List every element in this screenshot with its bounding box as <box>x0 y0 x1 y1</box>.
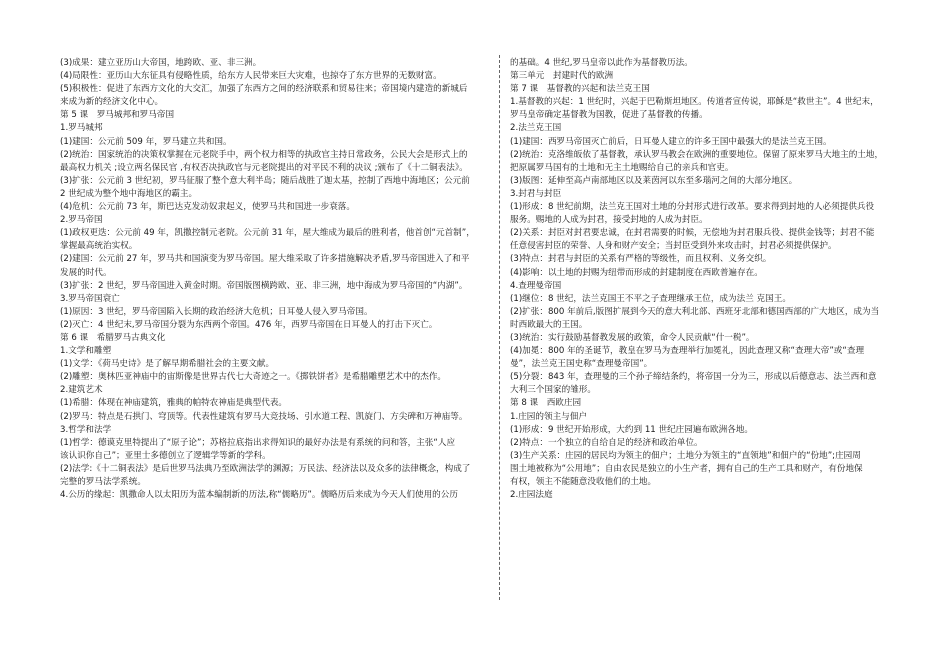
text-line: (2)统治：克洛维皈依了基督教，承认罗马教会在欧洲的重要地位。保留了原来罗马大地主的土地， <box>510 149 884 160</box>
text-line: (3)统治：实行鼓励基督教发展的政策，命令人民贡献“什一税”。 <box>510 332 755 343</box>
text-line: (3)扩张：2 世纪，罗马帝国进入黄金时期。帝国版图横跨欧、亚、非三洲，地中海成为罗马帝国的“内湖”。 <box>60 280 468 291</box>
text-line: 服务。赐地的人成为封君，接受封地的人成为封臣。 <box>510 215 708 226</box>
text-line: 把原属罗马国有的土地和无主土地赐给自己的亲兵和官吏。 <box>510 162 734 173</box>
text-line: (2)灭亡：4 世纪末,罗马帝国分裂为东西两个帝国。476 年，西罗马帝国在日耳曼人的打击下灭亡。 <box>60 319 438 330</box>
section-heading: 3.罗马帝国衰亡 <box>60 293 120 304</box>
text-line: (2)特点：一个独立的自给自足的经济和政治单位。 <box>510 437 703 448</box>
section-heading: 2.建筑艺术 <box>60 385 103 396</box>
text-line: 时西欧最大的王国。 <box>510 319 588 330</box>
text-line: 大利三个国家的雏形。 <box>510 385 596 396</box>
lesson-heading: 第 6 课 希腊罗马古典文化 <box>60 332 166 343</box>
text-line: 4.公历的缘起：凯撒命人以太阳历为蓝本编制新的历法,称“儒略历”。儒略历后来成为今天人们使用的公历 <box>60 490 458 501</box>
text-line: (4)影响：以土地的封赐为纽带而形成的封建制度在西欧普遍存在。 <box>510 267 763 278</box>
lesson-heading: 第 7 课 基督教的兴起和法兰克王国 <box>510 84 650 95</box>
text-line: (3)生产关系：庄园的居民均为领主的佃户；土地分为领主的“直领地”和佃户的“份地”;庄园周 <box>510 450 861 461</box>
text-line: (4)局限性：亚历山大东征具有侵略性质，给东方人民带来巨大灾难，也掠夺了东方世界的无数财富。 <box>60 71 442 82</box>
text-line: (4)危机：公元前 73 年，斯巴达克发动奴隶起义，使罗马共和国进一步衰落。 <box>60 202 355 213</box>
text-line: (1)形成：8 世纪前期，法兰克王国对土地的分封形式进行改革。要求得到封地的人必须提供兵役 <box>510 202 875 213</box>
text-line: (5)积极性：促进了东西方文化的大交汇，加强了东西方之间的经济联系和贸易往来；帝国境内建造的新城后 <box>60 84 468 95</box>
text-line: (3)成果：建立亚历山大帝国，地跨欧、亚、非三洲。 <box>60 58 262 68</box>
section-heading: 3.封君与封臣 <box>510 188 562 199</box>
section-heading: 2.法兰克王国 <box>510 123 562 134</box>
text-line: (2)统治：国家统治的决策权掌握在元老院手中，两个权力相等的执政官主持日常政务，公民大会是形式上的 <box>60 149 468 160</box>
text-line: (2)法学:《十二铜表法》是后世罗马法典乃至欧洲法学的渊源；万民法、经济法以及众多的法律概念，构成了 <box>60 463 471 474</box>
text-line: (1)继位：8 世纪，法兰克国王不平之子查理继承王位，成为法兰 克国王。 <box>510 293 791 304</box>
text-line: (1)原因：3 世纪，罗马帝国陷入长期的政治经济大危机；日耳曼人侵入罗马帝国。 <box>60 306 373 317</box>
text-line: 任意侵害封臣的荣誉、人身和财产安全；当封臣受到外来攻击时，封君必须提供保护。 <box>510 241 837 252</box>
column-divider <box>499 55 500 600</box>
text-line: (1)政权更迭：公元前 49 年，凯撒控制元老院。公元前 31 年，屋大维成为最后的胜利者，他首创“元首制”， <box>60 228 475 239</box>
text-line: 掌握最高统治实权。 <box>60 241 138 252</box>
text-line: (3)特点：封君与封臣的关系有严格的等级性，而且权利、义务交织。 <box>510 254 772 265</box>
section-heading: 1.庄园的领主与佃户 <box>510 411 587 422</box>
text-line: 来成为新的经济文化中心。 <box>60 97 164 108</box>
section-heading: 3.哲学和法学 <box>60 424 112 435</box>
section-heading: 1.罗马城邦 <box>60 123 103 134</box>
left-column <box>60 57 490 502</box>
text-line: (3)扩张：公元前 3 世纪初，罗马征服了整个意大利半岛；随后战胜了迦太基，控制了西地中海地区；公元前 <box>60 175 470 186</box>
text-line: (1)形成：9 世纪开始形成，大约到 11 世纪庄园遍布欧洲各地。 <box>510 424 754 435</box>
text-line: 曼”，法兰克王国史称“查理曼帝国”。 <box>510 359 653 370</box>
right-column <box>510 57 910 502</box>
text-line: (1)希腊：体现在神庙建筑，雅典的帕特农神庙是典型代表。 <box>60 398 288 409</box>
text-line: (1)哲学：德谟克里特提出了“原子论”；苏格拉底指出求得知识的最好办法是有系统的问和答，主张“人应 <box>60 437 456 448</box>
text-line: (5)分裂：843 年，查理曼的三个孙子缔结条约，将帝国一分为三，形成以后德意志、法兰西和意 <box>510 372 877 383</box>
text-line: (2)建国：公元前 27 年，罗马共和国演变为罗马帝国。屋大维采取了许多措施解决矛盾,罗马帝国进入了和平 <box>60 254 470 265</box>
section-heading: 2.罗马帝国 <box>60 215 103 226</box>
unit-heading: 第三单元 封建时代的欧洲 <box>510 71 614 82</box>
text-line: (1)文学：《荷马史诗》是了解早期希腊社会的主要文献。 <box>60 359 275 370</box>
text-line: (2)罗马：特点是石拱门、穹顶等。代表性建筑有罗马大竞技场、引水道工程、凯旋门、方尖碑和万神庙等。 <box>60 411 468 422</box>
text-line: (2)雕塑：奥林匹亚神庙中的宙斯像是世界古代七大奇迹之一。《掷铁饼者》是希腊雕塑艺术中的杰作。 <box>60 372 447 383</box>
lesson-heading: 第 5 课 罗马城邦和罗马帝国 <box>60 110 175 121</box>
text-line: (3)版图：延伸至高卢南部地区以及莱茵河以东至多瑙河之间的大部分地区。 <box>510 175 798 186</box>
text-line: (2)关系：封臣对封君要忠诚，在封君需要的时候，无偿地为封君服兵役、提供金钱等；封君不能 <box>510 228 875 239</box>
lesson-heading: 第 8 课 西欧庄园 <box>510 398 582 409</box>
text-line: (1)建国：西罗马帝国灭亡前后，日耳曼人建立的许多王国中最强大的是法兰克王国。 <box>510 136 832 147</box>
text-line: 该认识你自己”；亚里士多德创立了逻辑学等新的学科。 <box>60 450 271 461</box>
text-line: 发展的时代。 <box>60 267 112 278</box>
text-line: 最高权力机关 ;设立两名保民官 ,有权否决执政官与元老院提出的对平民不利的决议 ;颁布了《十二铜表法》。 <box>60 162 468 173</box>
text-line: 罗马皇帝确定基督教为国教，促进了基督教的传播。 <box>510 110 708 121</box>
text-line: (1)建国：公元前 509 年，罗马建立共和国。 <box>60 136 232 147</box>
text-line: 完整的罗马法学系统。 <box>60 477 146 487</box>
section-heading: 1.文学和雕塑 <box>60 346 112 357</box>
text-line: 有权，领主不能随意没收他们的土地。 <box>510 477 657 487</box>
text-line: 2 世纪成为整个地中海地区的霸主。 <box>60 188 198 199</box>
section-heading: 4.查理曼帝国 <box>510 280 562 291</box>
text-line: 1.基督教的兴起：1 世纪时，兴起于巴勒斯坦地区。传道者宣传说，耶稣是“救世主”。4 世纪末， <box>510 97 879 108</box>
text-line: 围土地被称为“公用地”；自由农民是独立的小生产者，拥有自己的生产工具和财产，有份地保 <box>510 463 863 474</box>
text-line: (4)加冕：800 年的圣诞节，教皇在罗马为查理举行加冕礼，因此查理又称“查理大帝”或“查理 <box>510 346 865 357</box>
section-heading: 2.庄园法庭 <box>510 490 553 501</box>
text-line: (2)扩张：800 年前后,版图扩展到今天的意大利北部、西班牙北部和德国西部的广大地区，成为当 <box>510 306 880 317</box>
text-line: 的基础。4 世纪,罗马皇帝以此作为基督教历法。 <box>510 58 693 68</box>
